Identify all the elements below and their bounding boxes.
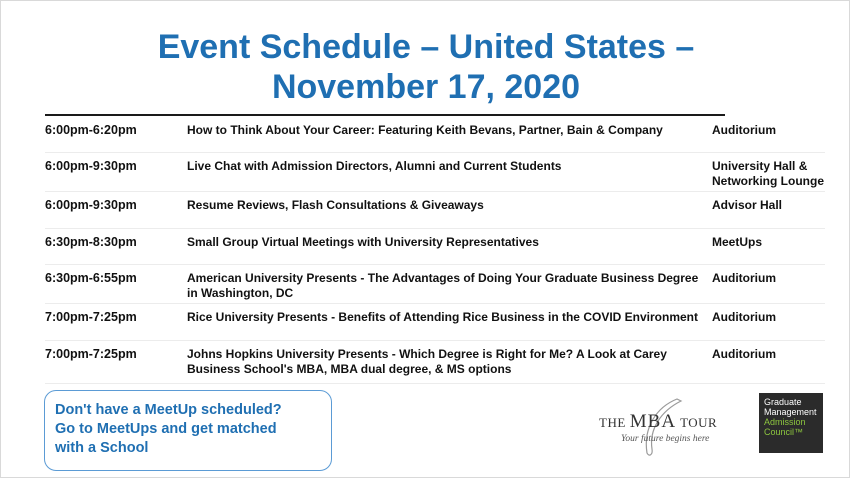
schedule-time: 7:00pm-7:25pm: [45, 347, 137, 361]
schedule-row: [45, 304, 825, 341]
title-line-2: November 17, 2020: [271, 68, 581, 106]
schedule-time: 6:30pm-8:30pm: [45, 235, 137, 249]
mba-tour-text: TOUR: [680, 415, 718, 430]
schedule-location: MeetUps: [712, 235, 763, 249]
schedule-location: Auditorium: [712, 347, 776, 361]
mba-mba-text: MBA: [629, 411, 677, 432]
schedule-location: Auditorium: [712, 271, 776, 285]
schedule-table: [45, 117, 825, 384]
gmac-line-1: Graduate: [764, 397, 802, 407]
schedule-description: How to Think About Your Career: Featuring Keith Bevans, Partner, Bain & Company: [187, 123, 663, 137]
schedule-description: Resume Reviews, Flash Consultations & Giveaways: [187, 198, 484, 212]
gmac-line-2: Management: [764, 407, 817, 417]
schedule-description: Small Group Virtual Meetings with University Representatives: [187, 235, 539, 249]
gmac-line-3: Admission: [764, 417, 806, 427]
gmac-line-4: Council™: [764, 427, 804, 437]
mba-tour-wordmark: [599, 411, 739, 433]
schedule-location: Advisor Hall: [712, 198, 783, 212]
schedule-time: 7:00pm-7:25pm: [45, 310, 137, 324]
title-line-1: Event Schedule – United States –: [157, 28, 695, 66]
gmac-logo: [759, 393, 823, 453]
mba-tour-logo: [599, 397, 739, 459]
schedule-location: Auditorium: [712, 123, 776, 137]
schedule-row: [45, 229, 825, 265]
mba-tagline: Your future begins here: [621, 434, 710, 444]
schedule-time: 6:00pm-9:30pm: [45, 198, 137, 212]
meetup-callout-box: [44, 390, 332, 471]
schedule-location: Auditorium: [712, 310, 776, 324]
schedule-description: Live Chat with Admission Directors, Alumni and Current Students: [187, 159, 562, 173]
callout-line-1: Don't have a MeetUp scheduled?: [55, 402, 282, 418]
schedule-time: 6:00pm-6:20pm: [45, 123, 137, 137]
schedule-row: [45, 192, 825, 229]
schedule-description: Johns Hopkins University Presents - Which Degree is Right for Me? A Look at Carey Business School's MBA, MBA dual degree, & MS options: [187, 347, 667, 376]
schedule-time: 6:00pm-9:30pm: [45, 159, 137, 173]
schedule-row: [45, 341, 825, 384]
schedule-description: American University Presents - The Advantages of Doing Your Graduate Business Degree in Washington, DC: [187, 271, 699, 300]
page-title: [1, 27, 850, 107]
schedule-location: University Hall & Networking Lounge: [712, 159, 824, 188]
title-divider: [45, 114, 725, 116]
callout-line-2: Go to MeetUps and get matched: [55, 421, 277, 437]
mba-the-text: THE: [599, 415, 626, 430]
schedule-row: [45, 153, 825, 192]
schedule-time: 6:30pm-6:55pm: [45, 271, 137, 285]
schedule-description: Rice University Presents - Benefits of Attending Rice Business in the COVID Environment: [187, 310, 698, 324]
schedule-row: [45, 265, 825, 304]
callout-line-3: with a School: [55, 440, 149, 456]
schedule-row: [45, 117, 825, 153]
